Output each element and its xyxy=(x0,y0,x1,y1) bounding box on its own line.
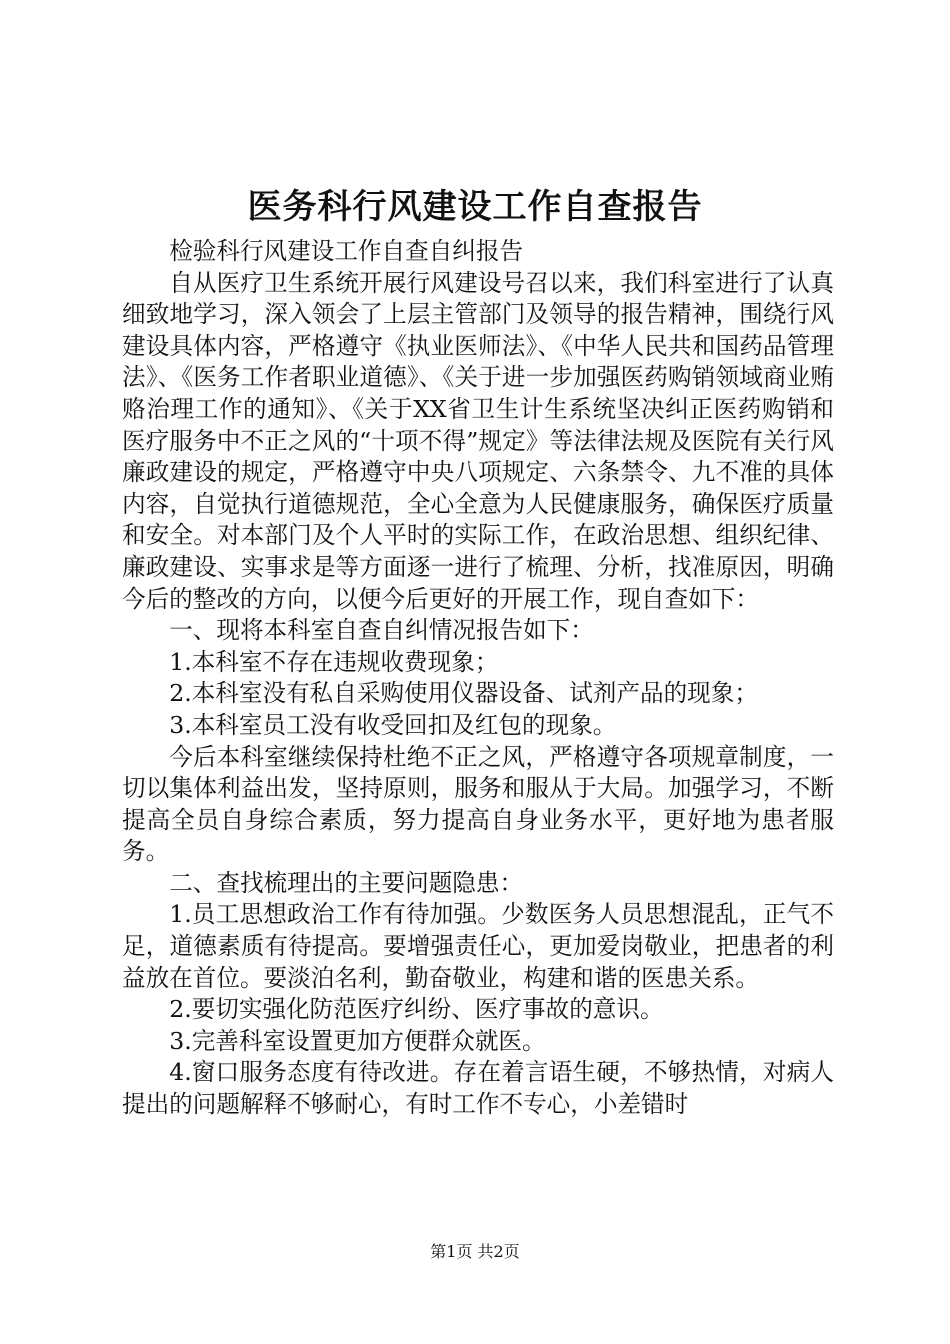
list-item: 3.本科室员工没有收受回扣及红包的现象。 xyxy=(169,710,617,739)
section-heading-1: 一、现将本科室自查自纠情况报告如下： xyxy=(169,616,594,645)
list-item: 3.完善科室设置更加方便群众就医。 xyxy=(169,1026,546,1055)
intro-paragraph: 自从医疗卫生系统开展行风建设号召以来，我们科室进行了认真细致地学习，深入领会了上层主管部门及领导的报告精神，围绕行风建设具体内容，严格遵守《执业医师法》、《中华人民共和国药品管理法》、《医务工作者职业道德》、《关于进一步加强医药购销领域商业贿赂治理工作的通知》、《关于XX省卫生计生系统坚决纠正医药购销和医疗服务中不正之风的“十项不得”规定》等法律法规及医院有关行风廉政建设的规定，严格遵守中央八项规定、六条禁令、九不准的具体内容，自觉执行道德规范，全心全意为人民健康服务，确保医疗质量和安全。对本部门及个人平时的实际工作，在政治思想、组织纪律、廉政建设、实事求是等方面逐一进行了梳理、分析，找准原因，明确今后的整改的方向，以便今后更好的开展工作，现自查如下： xyxy=(122,268,834,613)
list-item: 2.本科室没有私自采购使用仪器设备、试剂产品的现象； xyxy=(169,679,758,708)
list-item: 2.要切实强化防范医疗纠纷、医疗事故的意识。 xyxy=(169,995,664,1024)
subtitle-paragraph: 检验科行风建设工作自查自纠报告 xyxy=(169,237,524,265)
list-item: 4.窗口服务态度有待改进。存在着言语生硬，不够热情，对病人提出的问题解释不够耐心，有时工作不专心，小差错时 xyxy=(122,1058,834,1119)
list-item: 1.本科室不存在违规收费现象； xyxy=(169,647,499,676)
document-title: 医务科行风建设工作自查报告 xyxy=(247,187,703,227)
section-heading-2: 二、查找梳理出的主要问题隐患： xyxy=(169,868,524,897)
document-body xyxy=(122,236,834,1121)
body-paragraph: 今后本科室继续保持杜绝不正之风，严格遵守各项规章制度，一切以集体利益出发，坚持原则，服务和服从于大局。加强学习，不断提高全员自身综合素质，努力提高自身业务水平，更好地为患者服务。 xyxy=(122,742,834,866)
list-item: 1.员工思想政治工作有待加强。少数医务人员思想混乱，正气不足，道德素质有待提高。要增强责任心，更加爱岗敬业，把患者的利益放在首位。要淡泊名利，勤奋敬业，构建和谐的医患关系。 xyxy=(122,900,834,992)
page-footer: 第1页 共2页 xyxy=(430,1242,520,1261)
